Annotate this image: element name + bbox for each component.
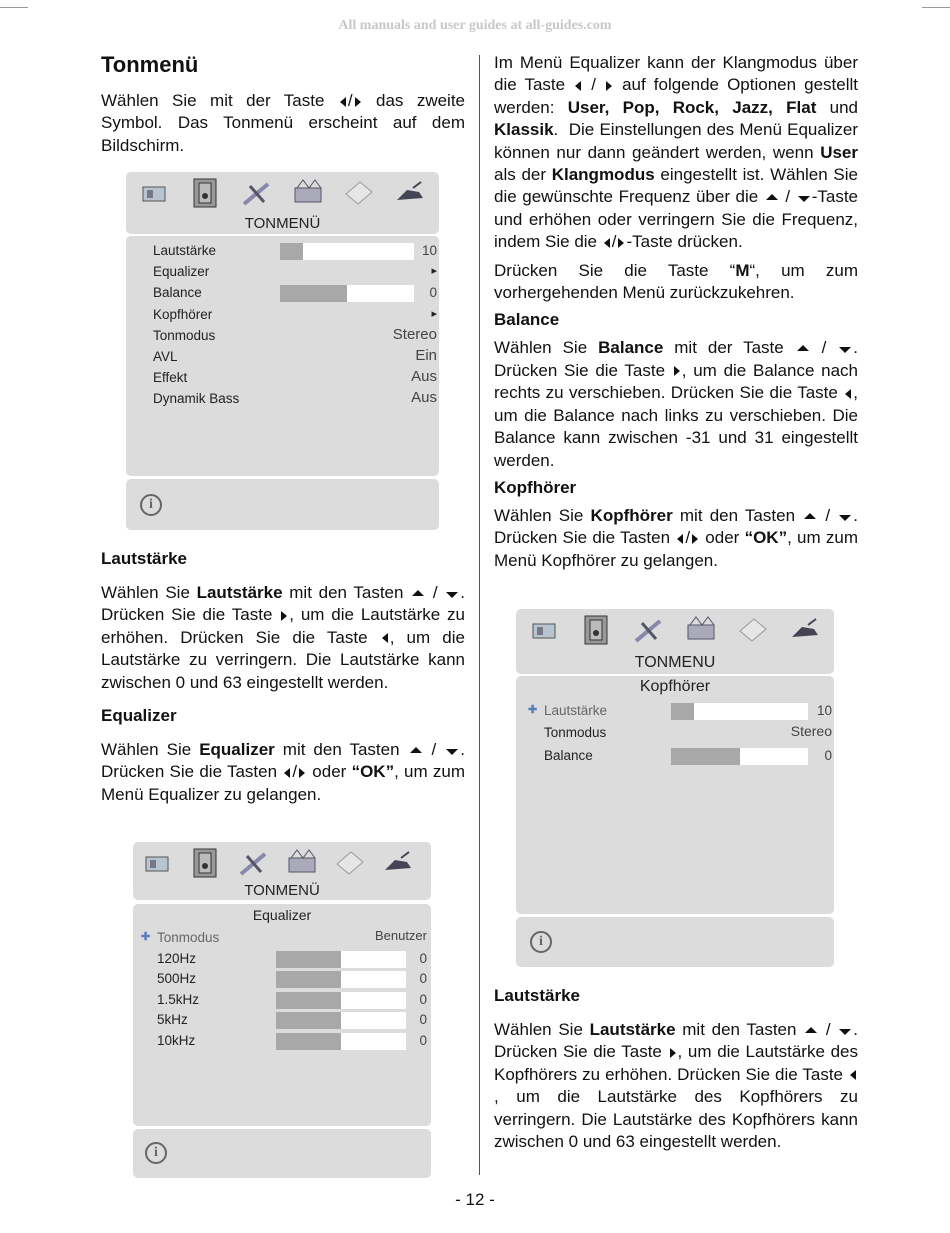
- menu-row-value: Aus: [411, 368, 437, 386]
- menu-row-value: Stereo: [392, 325, 437, 343]
- selection-cross-icon: ✚: [528, 704, 538, 716]
- menu-row-value: Benutzer: [374, 928, 427, 943]
- equalizer-heading: Equalizer: [101, 706, 177, 726]
- menu-row[interactable]: [153, 349, 437, 367]
- menu-row-label: Balance: [544, 747, 593, 763]
- menu-row-label: AVL: [153, 349, 178, 364]
- level-bar[interactable]: [280, 243, 414, 260]
- menu-info-bar: [516, 917, 834, 967]
- page-number: - 12 -: [455, 1190, 495, 1209]
- menu-row-value: 10: [816, 703, 832, 718]
- menu-row-label: 5kHz: [157, 1012, 188, 1027]
- settings-icon: [240, 178, 274, 208]
- settings-icon: [632, 615, 666, 645]
- right-column-lower: [494, 986, 858, 1153]
- menu-row[interactable]: [544, 725, 832, 743]
- balance-heading: Balance: [494, 310, 560, 330]
- level-bar-fill: [671, 703, 694, 720]
- menu-row-value: Stereo: [790, 723, 832, 740]
- kopf-lautstaerke-heading: Lautstärke: [494, 986, 580, 1005]
- level-bar-fill: [276, 1033, 341, 1050]
- menu-row-value: 0: [419, 1012, 427, 1027]
- menu-row-value: ▸: [431, 265, 437, 278]
- section-title: Tonmenü: [101, 52, 199, 77]
- settings-icon: [237, 848, 271, 878]
- level-bar-fill: [280, 285, 347, 302]
- feature-icon: [393, 178, 427, 208]
- menu-row-value: Ein: [415, 347, 437, 364]
- menu-row[interactable]: [153, 325, 437, 346]
- eq-modes-text: Im Menü Equalizer kann der Klangmodus über die Taste / auf folgende Optionen gestellt werden: User, Pop, Rock, Jazz, Flat und Klassik. Die Einstellungen des Menü Equalizer können nur dann geändert werden, wenn User als der Klangmodus eingestellt ist. Wählen Sie die gewünschte Frequenz über die / -Taste und erhöhen oder verringern Sie die Frequenz, indem Sie die / -Taste drücken.: [494, 53, 859, 252]
- menu-row[interactable]: [141, 928, 427, 948]
- kopf-lautstaerke-text: Wählen Sie Lautstärke mit den Tasten / . Drücken Sie die Taste , um die Lautstärke des Kopfhörers zu erhöhen. Drücken Sie die Taste , um die Lautstärke des Kopfhörers zu verringern. Die Lautstärke des Kopfhörers kann zwischen 0 und 63 eingestellt werden.: [494, 1020, 858, 1152]
- menu-row-value: 0: [419, 1032, 427, 1048]
- menu-info-bar: [133, 1129, 431, 1178]
- menu-row-label: Equalizer: [153, 264, 210, 280]
- source-icon: [736, 615, 770, 645]
- menu-icon-bar: [133, 842, 431, 900]
- menu-row[interactable]: [528, 703, 832, 721]
- menu-body: [516, 676, 834, 914]
- equalizer-screenshot: [133, 842, 431, 1178]
- menu-row[interactable]: [544, 748, 832, 766]
- menu-row-value: 0: [824, 747, 832, 763]
- info-icon: [140, 494, 162, 516]
- feature-icon: [788, 615, 822, 645]
- info-icon: [530, 931, 552, 953]
- level-bar[interactable]: [276, 951, 406, 968]
- kopfhoerer-text: Wählen Sie Kopfhörer mit den Tasten / . Drücken Sie die Tasten / oder “OK”, um zum Menü Kopfhörer zu gelangen.: [494, 505, 858, 570]
- menu-row-value: 10: [421, 243, 437, 258]
- menu-icon-bar: [516, 609, 834, 674]
- selection-cross-icon: ✚: [141, 931, 151, 943]
- menu-title: TONMENÜ: [244, 882, 320, 899]
- lautstaerke-heading: Lautstärke: [101, 549, 187, 568]
- level-bar-fill: [276, 1012, 341, 1029]
- menu-subtitle: Equalizer: [252, 907, 312, 923]
- lautstaerke-text: Wählen Sie Lautstärke mit den Tasten / . Drücken Sie die Taste , um die Lautstärke zu erhöhen. Drücken Sie die Taste , um die Lautstärke zu verringern. Die Lautstärke kann zwischen 0 und 63 eingestellt werden.: [101, 583, 465, 692]
- level-bar[interactable]: [276, 992, 406, 1009]
- menu-row-label: 120Hz: [157, 950, 197, 966]
- feature-icon: [381, 848, 415, 878]
- level-bar[interactable]: [276, 971, 406, 988]
- column-divider: [479, 55, 480, 1175]
- menu-row-label: Lautstärke: [544, 703, 608, 718]
- menu-row[interactable]: [157, 971, 427, 989]
- picture-icon: [141, 848, 175, 878]
- source-icon: [342, 178, 376, 208]
- menu-row[interactable]: [157, 992, 427, 1010]
- speaker-icon: [189, 178, 223, 208]
- menu-row-value: ▸: [431, 307, 437, 320]
- equalizer-text: Wählen Sie Equalizer mit den Tasten / . Drücken Sie die Tasten / oder “OK”, um zum Menü Equalizer zu gelangen.: [101, 740, 465, 804]
- speaker-icon: [580, 615, 614, 645]
- menu-row-value: 0: [419, 971, 427, 986]
- level-bar[interactable]: [276, 1033, 406, 1050]
- menu-row[interactable]: [157, 1012, 427, 1030]
- menu-info-bar: [126, 479, 439, 530]
- menu-row[interactable]: [153, 243, 437, 261]
- menu-title: TONMENU: [634, 654, 716, 671]
- source-icon: [333, 848, 367, 878]
- right-column: [494, 52, 858, 572]
- level-bar-fill: [280, 243, 303, 260]
- menu-row[interactable]: [157, 951, 427, 969]
- menu-row-label: 10kHz: [157, 1032, 196, 1048]
- menu-title: TONMENÜ: [244, 215, 321, 232]
- tonmenu-screenshot: [126, 172, 439, 530]
- menu-row-label: Tonmodus: [153, 327, 216, 343]
- menu-row-value: 0: [419, 991, 427, 1007]
- menu-row[interactable]: [153, 264, 437, 282]
- level-bar-fill: [276, 951, 341, 968]
- menu-row-label: Kopfhörer: [153, 306, 213, 322]
- install-icon: [285, 848, 319, 878]
- left-column-lower: [101, 549, 465, 806]
- level-bar[interactable]: [671, 703, 808, 720]
- level-bar-fill: [276, 992, 341, 1009]
- menu-row[interactable]: [153, 391, 437, 409]
- menu-row[interactable]: [153, 307, 437, 325]
- level-bar[interactable]: [280, 285, 414, 302]
- menu-row[interactable]: [157, 1033, 427, 1051]
- menu-icon-bar: [126, 172, 439, 234]
- intro-text: Wählen Sie mit der Taste / das zweite Symbol. Das Tonmenü erscheint auf dem Bildschirm.: [101, 91, 465, 155]
- level-bar-fill: [671, 748, 740, 765]
- menu-row-label: Balance: [153, 285, 202, 301]
- page-header: All manuals and user guides at all-guides.com: [338, 18, 612, 33]
- menu-row-label: Tonmodus: [157, 930, 220, 945]
- level-bar[interactable]: [671, 748, 808, 765]
- corner-mark-right: [922, 7, 950, 8]
- menu-body: [126, 236, 439, 476]
- kopfhoerer-heading: Kopfhörer: [494, 477, 577, 497]
- menu-row-label: Effekt: [153, 370, 188, 386]
- balance-text: Wählen Sie Balance mit der Taste / . Drücken Sie die Taste , um die Balance nach rechts zu verschieben. Drücken Sie die Taste , um die Balance nach links zu verschieben. Die Balance kann zwischen -31 und 31 eingestellt werden.: [494, 338, 859, 470]
- picture-icon: [138, 178, 172, 208]
- install-icon: [291, 178, 325, 208]
- menu-row[interactable]: [153, 285, 437, 303]
- menu-row-value: 0: [429, 285, 437, 301]
- level-bar[interactable]: [276, 1012, 406, 1029]
- menu-row-value: 0: [419, 950, 427, 966]
- corner-mark-left: [0, 7, 28, 8]
- menu-row-label: Dynamik Bass: [153, 391, 240, 407]
- menu-row-label: 500Hz: [157, 971, 197, 986]
- level-bar-fill: [276, 971, 341, 988]
- m-key-text: Drücken Sie die Taste “M“, um zum vorhergehenden Menü zurückzukehren.: [494, 260, 859, 303]
- menu-subtitle: Kopfhörer: [639, 678, 711, 695]
- left-column: [101, 52, 465, 157]
- menu-row-label: 1.5kHz: [157, 991, 200, 1007]
- menu-row-label: Lautstärke: [153, 243, 217, 258]
- picture-icon: [528, 615, 562, 645]
- install-icon: [684, 615, 718, 645]
- menu-row[interactable]: [153, 370, 437, 388]
- menu-row-value: Aus: [411, 389, 437, 407]
- menu-row-label: Tonmodus: [544, 725, 607, 741]
- menu-body: [133, 904, 431, 1126]
- kopfhoerer-screenshot: [516, 609, 834, 967]
- speaker-icon: [189, 848, 223, 878]
- info-icon: [145, 1142, 167, 1164]
